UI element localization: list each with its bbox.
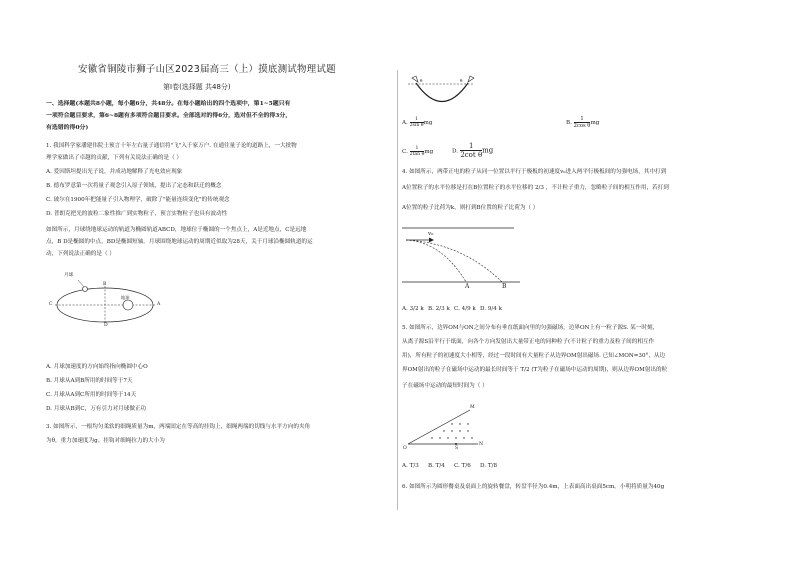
q4-stem-1: 4. 如图所示，两带正电的粒子从同一位置以平行于极板的初速度v₀进入两平行极板间的匀强电场，其中打到 bbox=[402, 169, 667, 175]
svg-text:θ: θ bbox=[420, 78, 423, 83]
q3-stem-1: 3. 如图所示，一根均匀柔软的细绳质量为m，两端固定在等高的挂钩上，细绳两端的切线与水平方向的夹角 bbox=[46, 424, 311, 430]
q2-label-moon: 月球 bbox=[64, 273, 74, 278]
q4-stem-3: A位置的粒子比荷为k，则打到B位置的粒子比荷为（ ） bbox=[402, 205, 539, 211]
q3-stem-2: 为θ，重力加速度为g。挂钩对细绳拉力的大小为 bbox=[46, 438, 165, 444]
q3-a-den: 2sin θ bbox=[409, 123, 424, 128]
q3-option-a bbox=[402, 117, 432, 128]
q2-orbit-figure bbox=[50, 276, 170, 336]
q2-stem-3: 动，下列说法正确的是（ ） bbox=[46, 251, 115, 257]
q3-a-mg: mg bbox=[423, 120, 433, 126]
q3-b-mg: mg bbox=[590, 120, 600, 126]
q5-option-a: A. T/3 bbox=[402, 463, 419, 469]
instruction-line-2: 一项符合题目要求，第6~8题有多项符合题目要求。全部选对的得6分，选对但不全的得3分， bbox=[46, 112, 292, 119]
q5-label-M: M bbox=[470, 405, 475, 410]
q5-stem-5: 子在磁场中运动的最短时间为（ ） bbox=[402, 383, 488, 389]
q1-option-c: C. 玻尔在1900年把能量子引入物理学，破除了"能量连续变化"的传统观念 bbox=[46, 197, 230, 203]
q3-option-c-letter: C. bbox=[402, 149, 408, 155]
q3-c-den: 2tan θ bbox=[409, 152, 425, 157]
q3-option-c-frac bbox=[410, 146, 425, 157]
q4-label-A: A bbox=[465, 283, 470, 290]
q3-b-den: 2cos θ bbox=[573, 123, 591, 129]
q1-stem-1: 1. 我国科学家潘建伟院士预言十年左右量子通信将"飞"入千家万户. 在通往量子论的道路上，一大批物 bbox=[46, 143, 297, 149]
q1-option-a: A. 爱因斯坦提出光子说，并成功地解释了光电效应现象 bbox=[46, 169, 183, 175]
q5-stem-3: 用)，所有粒子的初速度大小相等，经过一段时间有大量粒子从边界OM射出磁场. 已知∠MON=30°，从边 bbox=[402, 353, 666, 359]
q2-label-C: C bbox=[49, 302, 53, 307]
q2-option-c: C. 月球从A到C所用的时间等于14天 bbox=[46, 392, 137, 398]
q2-label-D: D bbox=[104, 323, 108, 328]
q3-option-d bbox=[452, 142, 493, 159]
section-title: 第Ⅰ卷(选择题 共48分) bbox=[163, 83, 231, 91]
q2-stem-1: 如图所示，月球绕地球运动的轨道为椭圆轨道ABCD，地球位于椭圆的一个焦点上，A是近地点，C是远地 bbox=[46, 227, 307, 233]
q2-label-A: A bbox=[157, 302, 161, 307]
q3-rope-figure bbox=[402, 74, 482, 114]
q3-d-num: 1 bbox=[460, 142, 482, 151]
q5-label-O: O bbox=[403, 446, 407, 451]
q3-d-mg: mg bbox=[482, 146, 494, 155]
q5-label-N: N bbox=[479, 442, 484, 447]
q5-label-S: S bbox=[455, 446, 459, 451]
q5-stem-1: 5. 如图所示，边界OM与ON之间分布有垂直纸面向里的匀强磁场，边界ON上有一粒子源S. 某一时刻， bbox=[402, 325, 659, 331]
q3-option-b-frac bbox=[574, 116, 591, 129]
q4-option-a: A. 3/2 k bbox=[402, 306, 424, 312]
q2-stem-2: 点，B D是椭圆的中点，BD是椭圆短轴。月球围绕地球运动的周期近似取为28天，关于月球沿椭圆轨道的运 bbox=[46, 239, 313, 245]
q3-option-b bbox=[566, 116, 599, 129]
q4-label-v0: v₀ bbox=[428, 231, 434, 237]
q3-option-c bbox=[402, 146, 433, 157]
q2-option-a: A. 月球加速度的方向始终指向椭圆中心O bbox=[46, 364, 148, 370]
q4-option-b: B. 2/3 k bbox=[428, 306, 450, 312]
q3-c-num: 1 bbox=[410, 146, 425, 152]
q1-stem-2: 理学家做出了卓越的贡献，下列有关说法正确的是（ ） bbox=[46, 155, 183, 161]
q5-stem-4: 界OM射出的粒子在磁场中运动的最长时间等于 T/2 (T为粒子在磁场中运动的周期)，则从边界OM射出的粒 bbox=[402, 367, 668, 373]
instruction-line-1: 一、选择题(本题共8小题，每小题6分，共48分。在每小题给出的四个选项中，第1~5题只有 bbox=[46, 100, 291, 107]
q2-label-earth: 地球 bbox=[121, 295, 130, 300]
q3-b-num: 1 bbox=[574, 116, 591, 123]
q3-c-mg: mg bbox=[424, 149, 434, 155]
q1-option-b: B. 德布罗意第一次将量子观念引入原子领域，提出了定态和跃迁的概念 bbox=[46, 183, 222, 189]
svg-text:θ: θ bbox=[460, 78, 463, 83]
q3-d-den: 2cot θ bbox=[460, 151, 483, 159]
q6-stem-1: 6. 如图所示为圆形餐桌及桌面上的旋转餐盘，转盘半径为0.4m，上表面高出桌面5cm。小明将质量为40g bbox=[402, 484, 665, 490]
q4-stem-2: A位置粒子的水平位移是打在B位置粒子的水平位移的 2/3 ，不计粒子重力，忽略粒子间的相互作用，若打到 bbox=[402, 185, 669, 191]
q3-a-num: 1 bbox=[410, 117, 424, 123]
q4-option-c: C. 4/9 k bbox=[454, 306, 476, 312]
q3-option-d-frac bbox=[460, 142, 482, 159]
q3-option-b-letter: B. bbox=[566, 120, 572, 126]
q1-option-d: D. 普朗克把光的波粒二象性推广到实物粒子，预言实物粒子也具有波动性 bbox=[46, 211, 228, 217]
instruction-line-3: 有选错的得0分) bbox=[46, 124, 89, 131]
q3-option-d-letter: D. bbox=[452, 148, 459, 155]
q2-option-d: D. 月球从B到C，万有引力对月球做正功 bbox=[46, 406, 147, 412]
page-title: 安徽省铜陵市狮子山区2023届高三（上）摸底测试物理试题 bbox=[78, 64, 336, 75]
q5-option-b: B. T/4 bbox=[428, 463, 445, 469]
q3-option-a-letter: A. bbox=[402, 120, 408, 126]
column-divider bbox=[397, 70, 398, 510]
q2-option-b: B. 月球从A到B所用的时间等于7天 bbox=[46, 378, 133, 384]
q3-option-a-frac bbox=[410, 117, 424, 128]
q5-option-d: D. T/8 bbox=[480, 463, 498, 469]
q5-option-c: C. T/6 bbox=[454, 463, 471, 469]
q5-stem-2: 从离子源S沿平行于纸面，向各个方向发射出大量带正电的同种粒子(不计粒子的重力及粒子间的相互作 bbox=[402, 339, 655, 345]
q4-label-B: B bbox=[502, 283, 507, 290]
q2-label-B: B bbox=[103, 282, 107, 287]
q4-option-d: D. 9/4 k bbox=[480, 306, 503, 312]
